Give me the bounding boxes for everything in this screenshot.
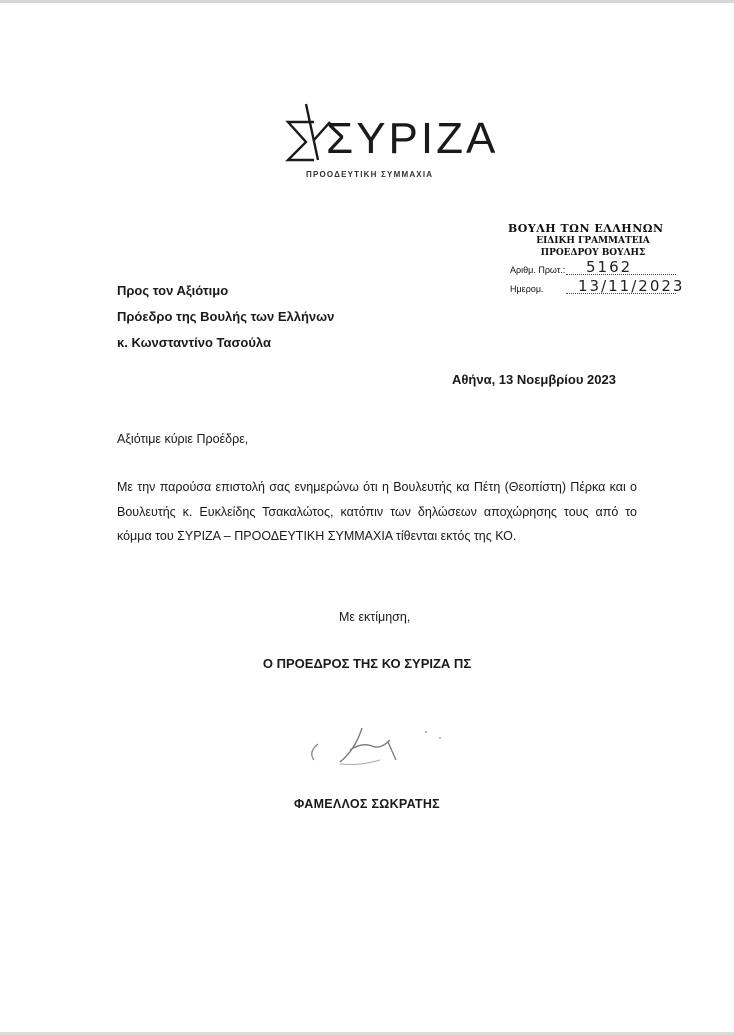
date-label: Ημερομ.: [510, 284, 544, 294]
addressee-block: [117, 278, 334, 356]
protocol-number: 5162: [586, 258, 633, 276]
addressee-line-3: κ. Κωνσταντίνο Τασούλα: [117, 335, 271, 350]
parliament-receipt-stamp: [508, 222, 698, 297]
stamp-office: ΠΡΟΕΔΡΟΥ ΒΟΥΛΗΣ: [540, 248, 646, 258]
signatory-title: Ο ΠΡΟΕΔΡΟΣ ΤΗΣ ΚΟ ΣΥΡΙΖΑ ΠΣ: [262, 656, 472, 671]
logo-wordmark: ΣΥΡΙΖΑ: [326, 114, 499, 163]
stamp-protocol-row: [508, 258, 698, 278]
stamp-secretariat: ΕΙΔΙΚΗ ΓΡΑΜΜΑΤΕΙΑ: [536, 236, 650, 246]
salutation: Αξιότιμε κύριε Προέδρε,: [117, 432, 249, 446]
syriza-logo: [284, 100, 499, 180]
letter-date: Αθήνα, 13 Νοεμβρίου 2023: [452, 372, 616, 387]
scan-edge-top: [0, 0, 734, 3]
stamp-date: 13/11/2023: [578, 277, 685, 295]
protocol-label: Αριθμ. Πρωτ.:: [510, 265, 566, 275]
addressee-line-1: Προς τον Αξιότιμο: [117, 283, 229, 298]
addressee-line-2: Πρόεδρο της Βουλής των Ελλήνων: [117, 309, 335, 324]
closing: Με εκτίμηση,: [339, 610, 411, 624]
letter-body: Με την παρούσα επιστολή σας ενημερώνω ότι η Βουλευτής κα Πέτη (Θεοπίστη) Πέρκα και ο Βουλευτής κ. Ευκλείδης Τσακαλώτος, κατόπιν των δηλώσεων αποχώρησης τους από το κόμμα του ΣΥΡΙΖΑ – ΠΡΟΟΔΕΥΤΙΚΗ ΣΥΜΜΑΧΙΑ τίθενται εκτός της ΚΟ.: [117, 480, 637, 543]
stamp-date-row: [508, 277, 698, 297]
handwritten-signature: [300, 720, 470, 770]
signatory-name: ΦΑΜΕΛΛΟΣ ΣΩΚΡΑΤΗΣ: [294, 797, 440, 811]
logo-subtitle: ΠΡΟΟΔΕΥΤΙΚΗ ΣΥΜΜΑΧΙΑ: [306, 170, 434, 179]
stamp-parliament: ΒΟΥΛΗ ΤΩΝ ΕΛΛΗΝΩΝ: [508, 222, 664, 235]
